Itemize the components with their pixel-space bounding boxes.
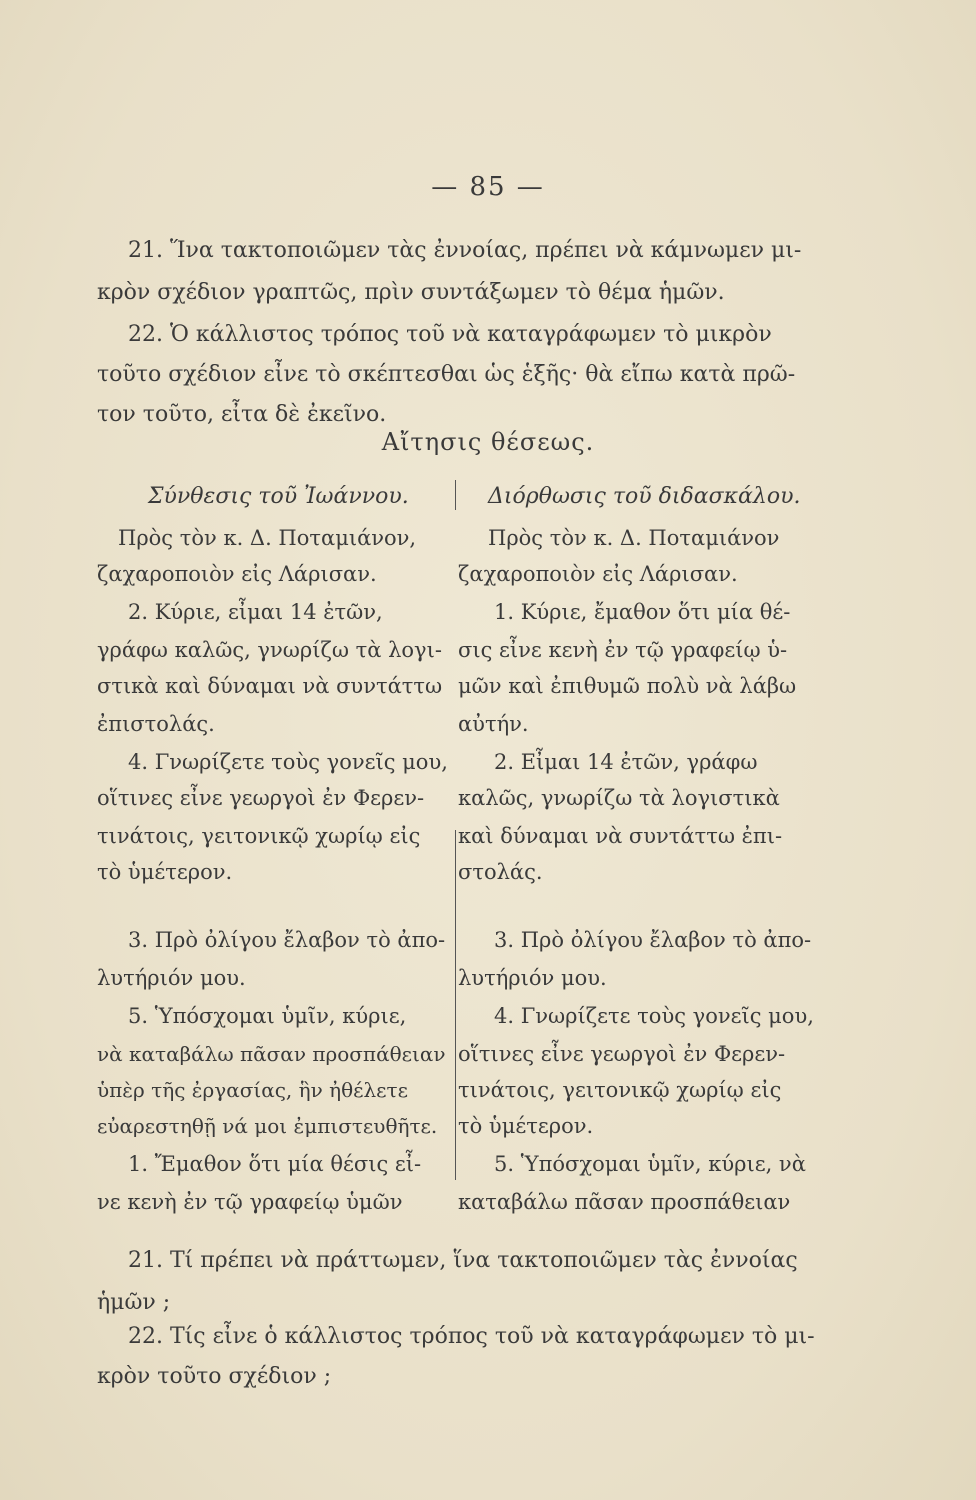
right-column-line: 5. Ὑπόσχομαι ὑμῖν, κύριε, νὰ (494, 1152, 806, 1176)
left-column-line: 5. Ὑπόσχομαι ὑμῖν, κύριε, (128, 1004, 407, 1028)
left-column-line: ζαχαροποιὸν εἰς Λάρισαν. (97, 562, 377, 586)
right-column-line: αὐτήν. (458, 712, 529, 736)
right-column-line: λυτήριόν μου. (458, 966, 607, 990)
right-column-line: καλῶς, γνωρίζω τὰ λογιστικὰ (458, 786, 780, 810)
left-column-line: τὸ ὑμέτερον. (97, 860, 233, 884)
left-column-line: ὑπὲρ τῆς ἐργασίας, ἣν ἠθέλετε (97, 1078, 408, 1102)
left-column-line: 2. Κύριε, εἶμαι 14 ἐτῶν, (128, 600, 383, 624)
left-column-line: Πρὸς τὸν κ. Δ. Ποταμιάνον, (118, 526, 417, 550)
left-column-line: στικὰ καὶ δύναμαι νὰ συντάττω (97, 674, 443, 698)
left-column-line: τινάτοις, γειτονικῷ χωρίῳ εἰς (97, 824, 421, 848)
right-column-line: καταβάλω πᾶσαν προσπάθειαν (458, 1190, 791, 1214)
right-column-line: μῶν καὶ ἐπιθυμῶ πολὺ νὰ λάβω (458, 674, 797, 698)
left-column-line: γράφω καλῶς, γνωρίζω τὰ λογι- (97, 638, 442, 662)
right-column-line: στολάς. (458, 860, 543, 884)
page-number: — 85 — (431, 172, 545, 202)
question-line: ἡμῶν ; (97, 1290, 171, 1315)
left-column-line: νὰ καταβάλω πᾶσαν προσπάθειαν (97, 1042, 446, 1066)
intro-line: τοῦτο σχέδιον εἶνε τὸ σκέπτεσθαι ὡς ἑξῆς· θὰ εἴπω κατὰ πρῶ- (97, 362, 796, 387)
intro-line: 21. Ἵνα τακτοποιῶμεν τὰς ἐννοίας, πρέπει νὰ κάμνωμεν μι- (128, 238, 802, 263)
right-column-line: τὸ ὑμέτερον. (458, 1114, 594, 1138)
left-column-line: ἐπιστολάς. (97, 712, 215, 736)
intro-line: κρὸν σχέδιον γραπτῶς, πρὶν συντάξωμεν τὸ θέμα ἡμῶν. (97, 280, 725, 305)
column-divider (455, 830, 456, 1180)
question-line: κρὸν τοῦτο σχέδιον ; (97, 1364, 332, 1389)
right-column-line: 3. Πρὸ ὀλίγου ἔλαβον τὸ ἀπο- (494, 928, 812, 952)
left-column-line: λυτήριόν μου. (97, 966, 246, 990)
question-line: 22. Τίς εἶνε ὁ κάλλιστος τρόπος τοῦ νὰ καταγράφωμεν τὸ μι- (128, 1324, 815, 1349)
section-title: Αἴτησις θέσεως. (381, 428, 595, 456)
left-column-title: Σύνθεσις τοῦ Ἰωάννου. (148, 484, 409, 509)
right-column-line: 4. Γνωρίζετε τοὺς γονεῖς μου, (494, 1004, 814, 1028)
right-column-line: ζαχαροποιὸν εἰς Λάρισαν. (458, 562, 738, 586)
right-column-line: καὶ δύναμαι νὰ συντάττω ἐπι- (458, 824, 783, 848)
left-column-line: 1. Ἔμαθον ὅτι μία θέσις εἶ- (128, 1152, 422, 1176)
right-column-line: 1. Κύριε, ἔμαθον ὅτι μία θέ- (494, 600, 791, 624)
question-line: 21. Τί πρέπει νὰ πράττωμεν, ἵνα τακτοποιῶμεν τὰς ἐννοίας (128, 1248, 798, 1273)
right-column-line: 2. Εἶμαι 14 ἐτῶν, γράφω (494, 750, 758, 774)
left-column-line: 3. Πρὸ ὀλίγου ἔλαβον τὸ ἀπο- (128, 928, 446, 952)
right-column-line: τινάτοις, γειτονικῷ χωρίῳ εἰς (458, 1078, 782, 1102)
right-column-line: οἵτινες εἶνε γεωργοὶ ἐν Φερεν- (458, 1042, 786, 1066)
left-column-line: 4. Γνωρίζετε τοὺς γονεῖς μου, (128, 750, 448, 774)
intro-line: τον τοῦτο, εἶτα δὲ ἐκεῖνο. (97, 402, 387, 427)
left-column-line: οἵτινες εἶνε γεωργοὶ ἐν Φερεν- (97, 786, 425, 810)
left-column-line: νε κενὴ ἐν τῷ γραφείῳ ὑμῶν (97, 1190, 403, 1214)
left-column-line: εὐαρεστηθῇ νά μοι ἐμπιστευθῆτε. (97, 1114, 438, 1138)
intro-line: 22. Ὁ κάλλιστος τρόπος τοῦ νὰ καταγράφωμεν τὸ μικρὸν (128, 322, 772, 347)
column-divider (455, 480, 456, 510)
right-column-title: Διόρθωσις τοῦ διδασκάλου. (488, 484, 801, 509)
right-column-line: σις εἶνε κενὴ ἐν τῷ γραφείῳ ὑ- (458, 638, 788, 662)
right-column-line: Πρὸς τὸν κ. Δ. Ποταμιάνον (488, 526, 780, 550)
